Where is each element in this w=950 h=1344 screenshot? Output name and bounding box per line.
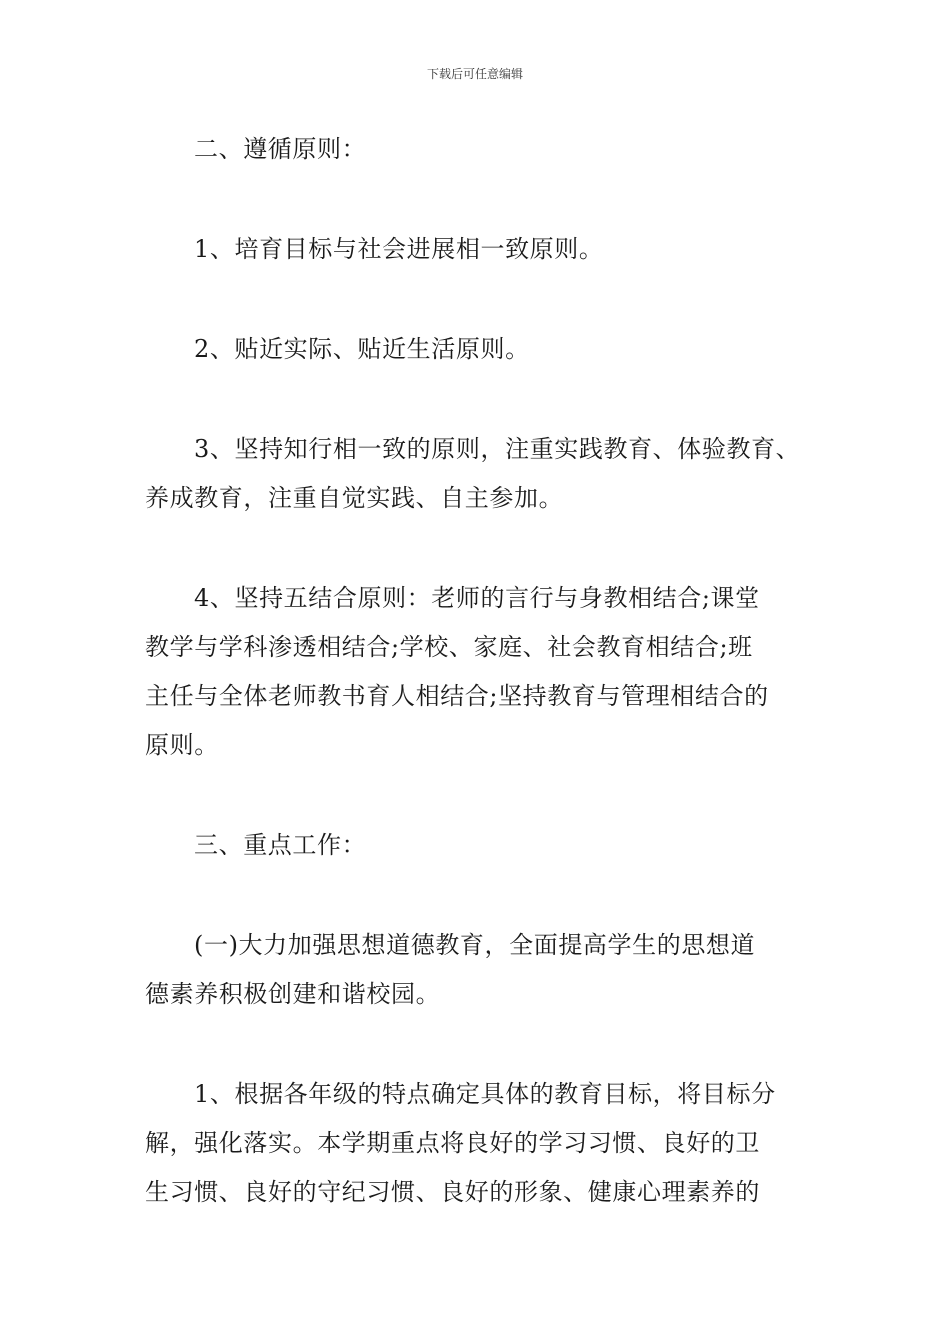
text-line: (一)大力加强思想道德教育，全面提高学生的思想道 bbox=[194, 931, 756, 959]
text-line: 4、坚持五结合原则：老师的言行与身教相结合;课堂 bbox=[194, 584, 760, 612]
principle-item-3 bbox=[145, 425, 825, 523]
text-line: 解，强化落实。本学期重点将良好的学习习惯、良好的卫 bbox=[145, 1129, 760, 1157]
page-header-note: 下载后可任意编辑 bbox=[426, 67, 523, 81]
text-line: 三、重点工作： bbox=[194, 831, 367, 859]
key-work-item-1 bbox=[145, 1070, 825, 1217]
text-line: 德素养积极创建和谐校园。 bbox=[145, 980, 441, 1008]
text-line: 1、根据各年级的特点确定具体的教育目标，将目标分 bbox=[194, 1080, 776, 1108]
text-line: 养成教育，注重自觉实践、自主参加。 bbox=[145, 484, 564, 512]
text-line: 3、坚持知行相一致的原则，注重实践教育、体验教育、 bbox=[194, 435, 801, 463]
text-line: 二、遵循原则： bbox=[194, 135, 367, 163]
text-line: 生习惯、良好的守纪习惯、良好的形象、健康心理素养的 bbox=[145, 1178, 760, 1206]
text-line: 1、培育目标与社会进展相一致原则。 bbox=[194, 235, 604, 263]
text-line: 原则。 bbox=[145, 731, 219, 759]
principle-item-2 bbox=[145, 325, 825, 374]
principle-item-4 bbox=[145, 574, 825, 770]
text-line: 主任与全体老师教书育人相结合;坚持教育与管理相结合的 bbox=[145, 682, 769, 710]
text-line: 教学与学科渗透相结合;学校、家庭、社会教育相结合;班 bbox=[145, 633, 753, 661]
principle-item-1 bbox=[145, 225, 825, 274]
section-heading-principles bbox=[145, 125, 825, 174]
text-line: 2、贴近实际、贴近生活原则。 bbox=[194, 335, 530, 363]
section-heading-key-work bbox=[145, 821, 825, 870]
key-work-subsection-1 bbox=[145, 921, 825, 1019]
